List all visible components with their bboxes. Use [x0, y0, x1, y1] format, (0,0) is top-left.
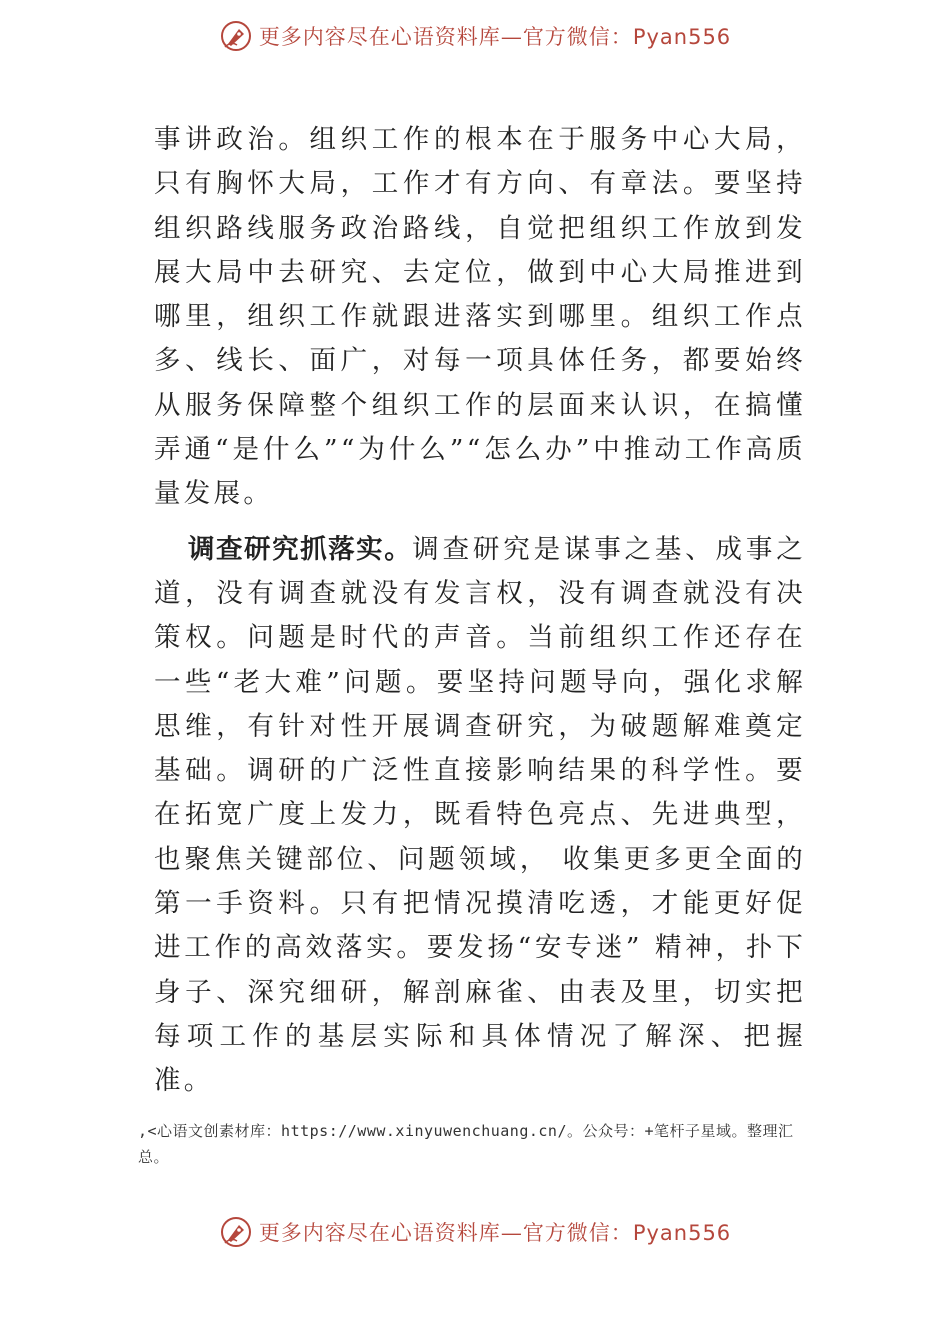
header-banner — [0, 16, 950, 56]
footnote: ,<心语文创素材库：https://www.xinyuwenchuang.cn/。公众号：+笔杆子星域。整理汇总。 — [138, 1122, 794, 1166]
banner-wechat-id: Pyan556 — [632, 25, 732, 49]
footer-banner — [0, 1212, 950, 1252]
banner-wechat-id: Pyan556 — [632, 1221, 732, 1245]
banner-title: 更多内容尽在心语资料库 — [258, 1221, 501, 1245]
paragraph-2-heading: 调查研究抓落实。 — [188, 533, 413, 565]
banner-text — [259, 1217, 731, 1247]
paragraph-1: 事讲政治。组织工作的根本在于服务中心大局，只有胸怀大局，工作才有方向、有章法。要坚持组织路线服务政治路线，自觉把组织工作放到发展大局中去研究、去定位，做到中心大局推进到哪里，组织工作就跟进落实到哪里。组织工作点多、线长、面广，对每一项具体任务，都要始终从服务保障整个组织工作的层面来认识，在搞懂弄通“是什么”“为什么”“怎么办”中推动工作高质量发展。 — [154, 124, 806, 510]
paragraph-2 — [154, 528, 806, 1104]
pen-nib-logo-icon — [219, 1215, 253, 1249]
pen-nib-logo-icon — [219, 19, 253, 53]
banner-wechat-label: 官方微信： — [522, 25, 633, 49]
banner-separator: — — [500, 1221, 523, 1245]
banner-separator: — — [500, 25, 523, 49]
banner-title: 更多内容尽在心语资料库 — [258, 25, 501, 49]
banner-wechat-label: 官方微信： — [522, 1221, 633, 1245]
document-body — [154, 118, 806, 1118]
banner-text — [259, 21, 731, 51]
paragraph-2-text: 调查研究是谋事之基、成事之道，没有调查就没有发言权，没有调查就没有决策权。问题是时代的声音。当前组织工作还存在一些“老大难”问题。要坚持问题导向，强化求解思维，有针对性开展调查研究，为破题解难奠定基础。调研的广泛性直接影响结果的科学性。要在拓宽广度上发力，既看特色亮点、先进典型，也聚焦关键部位、问题领域， 收集更多更全面的第一手资料。只有把情况摸清吃透，才能更好促进工作的高效落实。要发扬“安专迷” 精神，扑下身子、深究细研，解剖麻雀、由表及里，切实把每项工作的基层实际和具体情况了解深、把握准。 — [154, 533, 806, 1097]
